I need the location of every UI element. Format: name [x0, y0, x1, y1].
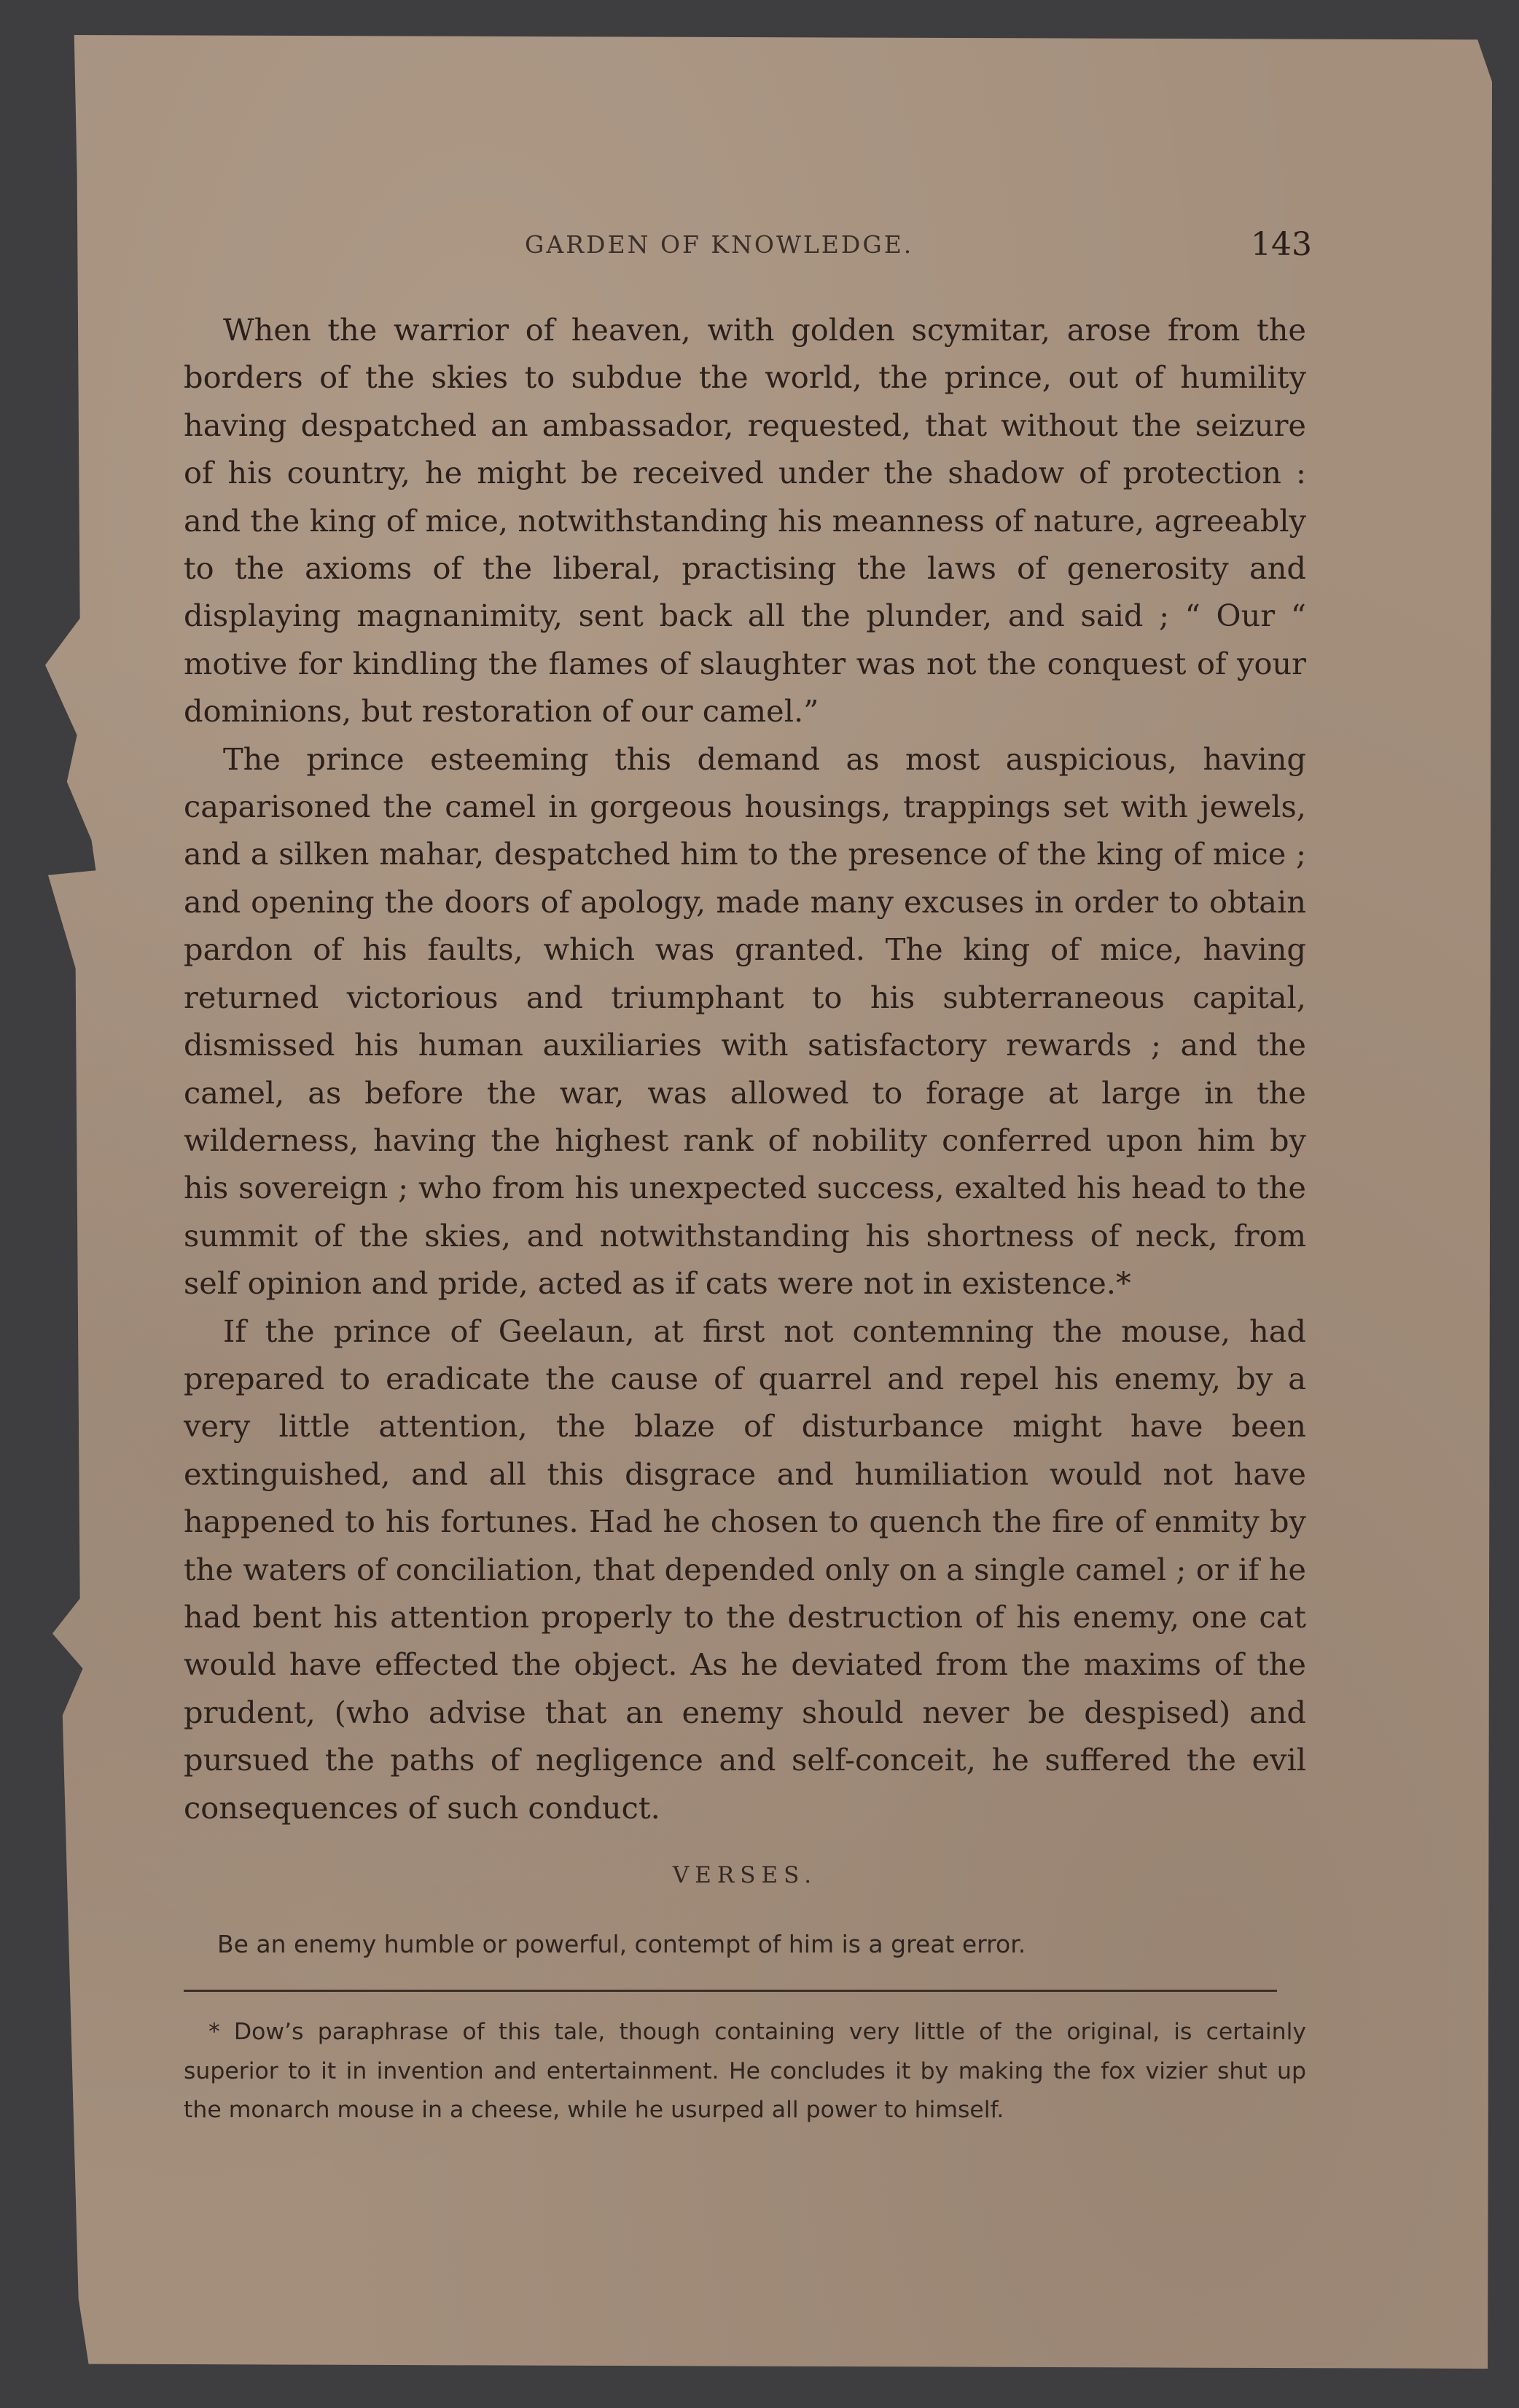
- body-text: [184, 306, 1306, 1832]
- paragraph-1: When the warrior of heaven, with golden scymitar, arose from the borders of the skies to subdue the world, the prince, out of humility having despatched an ambassador, requested, that without the seizure of his country, he might be received under the shadow of protection : and the king of mice, notwithstanding his meanness of nature, agreeably to the axioms of the liberal, practising the laws of generosity and displaying magnanimity, sent back all the plunder, and said ; “ Our “ motive for kindling the flames of slaughter was not the conquest of your dominions, but restoration of our camel.”: [184, 312, 1306, 730]
- footnote: [184, 2013, 1306, 2130]
- paragraph-3: If the prince of Geelaun, at first not contemning the mouse, had prepared to eradicate the cause of quarrel and repel his enemy, by a very little attention, the blaze of disturbance might have been extinguished, and all this disgrace and humiliation would not have happened to his fortunes. Had he chosen to quench the fire of enmity by the waters of conciliation, that depended only on a single camel ; or if he had bent his attention properly to the destruction of his enemy, one cat would have effected the object. As he deviated from the maxims of the prudent, (who advise that an enemy should never be despised) and pursued the paths of negligence and self-conceit, he suffered the evil consequences of such conduct.: [184, 1313, 1306, 1826]
- page-number: 143: [1251, 226, 1312, 263]
- paragraph-2: The prince esteeming this demand as most auspicious, having caparisoned the camel in gorgeous housings, trappings set with jewels, and a silken mahar, despatched him to the presence of the king of mice ; and opening the doors of apology, made many excuses in order to obtain pardon of his faults, which was granted. The king of mice, having returned victorious and triumphant to his subterraneous capital, dismissed his human auxiliaries with satisfactory rewards ; and the camel, as before the war, was allowed to forage at large in the wilderness, having the highest rank of nobility conferred upon him by his sovereign ; who from his unexpected success, exalted his head to the summit of the skies, and notwithstanding his shortness of neck, from self opinion and pride, acted as if cats were not in existence.*: [184, 740, 1306, 1302]
- verse-line: Be an enemy humble or powerful, contempt of him is a great error.: [217, 1930, 1026, 1958]
- running-head: [190, 226, 1312, 270]
- verses-heading: VERSES.: [672, 1862, 818, 1888]
- running-title: GARDEN OF KNOWLEDGE.: [525, 230, 914, 259]
- footnote-divider: [184, 1990, 1277, 1992]
- footnote-text: * Dow’s paraphrase of this tale, though containing very little of the original, is certainly superior to it in invention and entertainment. He concludes it by making the fox vizier shut up the monarch mouse in a cheese, while he usurped all power to himself.: [184, 2019, 1306, 2123]
